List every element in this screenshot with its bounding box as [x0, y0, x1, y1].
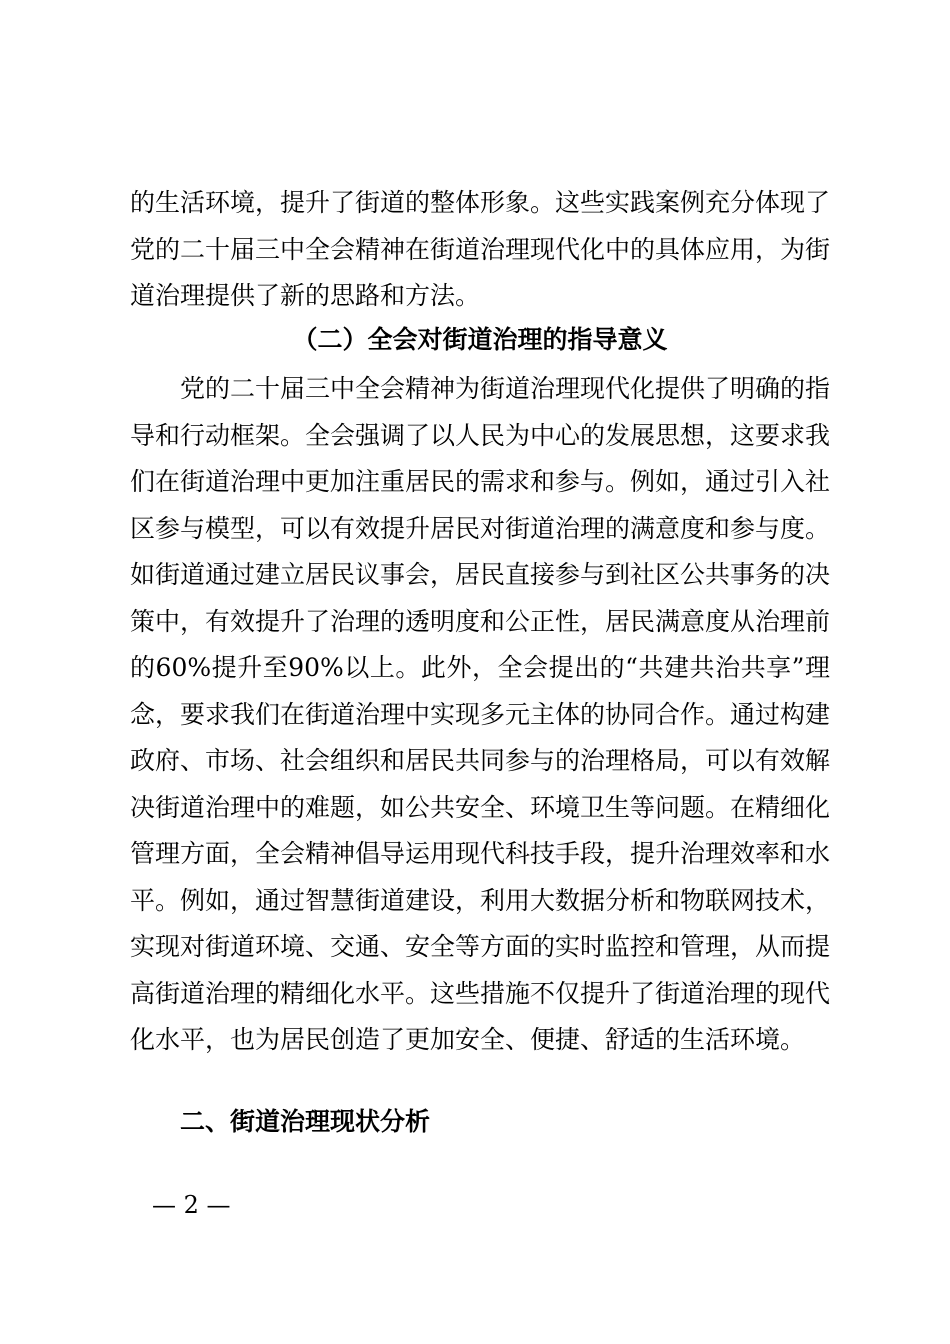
body-paragraph: 的生活环境，提升了街道的整体形象。这些实践案例充分体现了党的二十届三中全会精神在街道治理现代化中的具体应用，为街道治理提供了新的思路和方法。 [130, 188, 831, 310]
body-paragraph: 党的二十届三中全会精神为街道治理现代化提供了明确的指导和行动框架。全会强调了以人民为中心的发展思想，这要求我们在街道治理中更加注重居民的需求和参与。例如，通过引入社区参与模型，可以有效提升居民对街道治理的满意度和参与度。如街道通过建立居民议事会，居民直接参与到社区公共事务的决策中，有效提升了治理的透明度和公正性，居民满意度从治理前的60%提升至90%以上。此外，全会提出的“共建共治共享”理念，要求我们在街道治理中实现多元主体的协同合作。通过构建政府、市场、社会组织和居民共同参与的治理格局，可以有效解决街道治理中的难题，如公共安全、环境卫生等问题。在精细化管理方面，全会精神倡导运用现代科技手段，提升治理效率和水平。例如，通过智慧街道建设，利用大数据分析和物联网技术，实现对街道环境、交通、安全等方面的实时监控和管理，从而提高街道治理的精细化水平。这些措施不仅提升了街道治理的现代化水平，也为居民创造了更加安全、便捷、舒适的生活环境。 [130, 374, 831, 1054]
page-number: — 2 — [152, 1191, 231, 1219]
section-heading: 二、街道治理现状分析 [180, 1107, 431, 1136]
section-subheading: （二）全会对街道治理的指导意义 [292, 325, 668, 354]
